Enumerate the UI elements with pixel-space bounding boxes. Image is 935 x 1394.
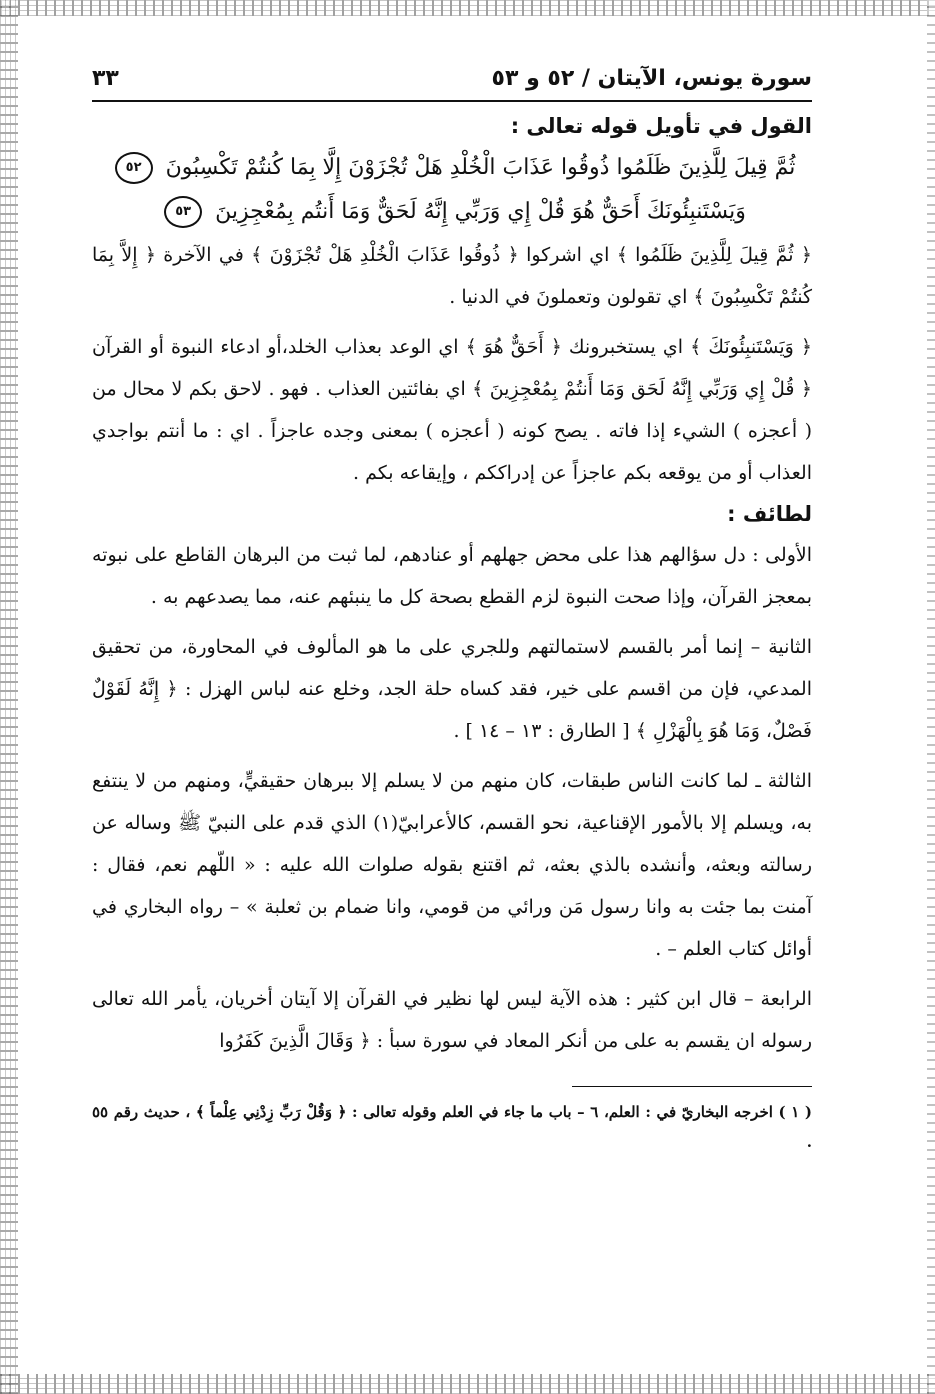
page-header <box>92 58 812 98</box>
decorative-border-top <box>0 0 935 16</box>
header-rule <box>92 100 812 102</box>
quran-verse-52 <box>92 146 812 190</box>
commentary-paragraph-2: ﴿ وَيَسْتَنبِئُونَكَ ﴾ اي يستخبرونك ﴿ أَحَقٌّ هُوَ ﴾ اي الوعد بعذاب الخلد،أو ادعاء النبوة أو القرآن ﴿ قُلْ إِي وَرَبِّي إِنَّهُ لَحَق وَمَا أَنتُمْ بِمُعْجِزِينَ ﴾ اي بفائتين العذاب . فهو . لاحق بكم لا محال من ( أعجزه ) الشيء إذا فاته . يصح كونه ( أعجزه ) بمعنى وجده عاجزاً . اي : ما أنتم بواجدي العذاب أو من يوقعه بكم عاجزاً عن إدراككم ، وإيقاعه بكم . <box>92 336 812 484</box>
latifa-4: الرابعة – قال ابن كثير : هذه الآية ليس لها نظير في القرآن إلا آيتان أخريان، يأمر الله تعالى رسوله ان يقسم به على من أنكر المعاد في سورة سبأ : ﴿ وَقَالَ الَّذِينَ كَفَرُوا <box>92 988 812 1052</box>
quran-verse-53 <box>92 190 812 234</box>
latifa-3: الثالثة ـ لما كانت الناس طبقات، كان منهم من لا يسلم إلا ببرهان حقيقيٍّ، ومنهم من لا ينتفع به، ويسلم إلا بالأمور الإقناعية، نحو القسم، كالأعرابيّ(١) الذي قدم على النبيّ ﷺ وساله عن رسالته وبعثه، وأنشده بالذي بعثه، ثم اقتنع بقوله صلوات الله عليه : « اللّهم نعم، فقال : آمنت بما جئت به وانا رسول مَن ورائي من قومي، وانا ضمام بن ثعلبة » – رواه البخاري في أوائل كتاب العلم – . <box>92 770 812 960</box>
decorative-border-bottom <box>0 1374 935 1394</box>
latifa-1: الأولى : دل سؤالهم هذا على محض جهلهم أو عنادهم، لما ثبت من البرهان القاطع على نبوته بمعجز القرآن، وإذا صحت النبوة لزم القطع بصحة كل ما ينبئهم عنه، مما يصدعهم به . <box>92 544 812 608</box>
subheading-lataif: لطائف : <box>727 502 812 526</box>
latifa-2: الثانية – إنما أمر بالقسم لاستمالتهم وللجري على ما هو المألوف في المحاورة، من تحقيق المدعي، فإن من اقسم على خير، فقد كساه حلة الجد، وخلع عنه لباس الهزل : ﴿ إِنَّهُ لَقَوْلٌ فَصْلٌ، وَمَا هُوَ بِالْهَزْلِ ﴾ [ الطارق : ١٣ – ١٤ ] . <box>92 636 812 742</box>
running-title: سورة يونس، الآيتان / ٥٢ و ٥٣ <box>491 65 812 91</box>
book-page <box>92 58 812 1358</box>
decorative-border-right <box>927 0 935 1394</box>
section-heading: القول في تأويل قوله تعالى : <box>510 114 812 138</box>
commentary-paragraph-1: ﴿ ثُمَّ قِيلَ لِلَّذِينَ ظَلَمُوا ﴾ اي اشركوا ﴿ ذُوقُوا عَذَابَ الْخُلْدِ هَلْ تُجْزَوْنَ ﴾ في الآخرة ﴿ إِلاَّ بِمَا كُنتُمْ تَكْسِبُونَ ﴾ اي تقولون وتعملونَ في الدنيا . <box>92 244 812 308</box>
decorative-border-left <box>0 0 18 1394</box>
page-number: ٣٣ <box>92 65 119 91</box>
ayah-number-53: ٥٣ <box>164 196 202 228</box>
verse-text: ثُمَّ قِيلَ لِلَّذِينَ ظَلَمُوا ذُوقُوا عَذَابَ الْخُلْدِ هَلْ تُجْزَوْنَ إِلَّا بِمَا كُنتُمْ تَكْسِبُونَ <box>165 155 796 180</box>
ayah-number-52: ٥٢ <box>115 152 153 184</box>
footnote-rule <box>572 1086 812 1087</box>
verse-text: وَيَسْتَنبِئُونَكَ أَحَقٌّ هُوَ قُلْ إِي وَرَبِّي إِنَّهُ لَحَقٌّ وَمَا أَنتُم بِمُعْجِزِينَ <box>215 199 746 224</box>
footnote: ( ١ ) اخرجه البخاريّ في : العلم، ٦ – باب ما جاء في العلم وقوله تعالى : ﴿ وَقُلْ رَبِّ زِدْنِي عِلْماً ﴾ ، حديث رقم ٥٥ . <box>92 1103 812 1151</box>
